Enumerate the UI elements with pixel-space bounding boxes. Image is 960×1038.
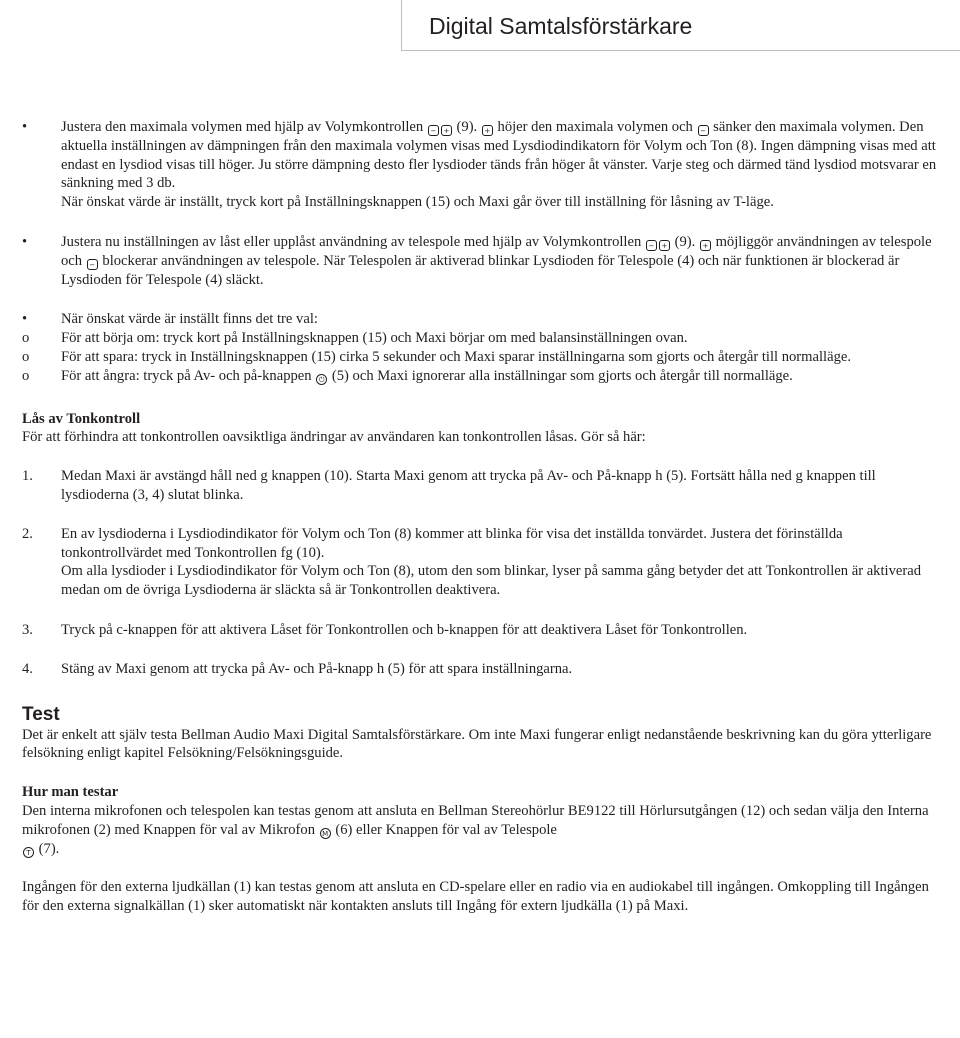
bullet-marker: • <box>22 311 28 328</box>
plus-icon: + <box>441 125 452 136</box>
mic-icon: M <box>320 828 331 839</box>
section-heading-lock: Lås av Tonkontroll <box>22 410 141 427</box>
bullet-telecoil-lock <box>22 233 942 289</box>
bullet-three-choices <box>22 310 942 329</box>
plus-icon: + <box>482 125 493 136</box>
option-item: o För att börja om: tryck kort på Inställningsknappen (15) och Maxi börjar om med balansinställningen ovan. <box>22 330 688 347</box>
plus-icon: + <box>659 240 670 251</box>
minus-icon: − <box>646 240 657 251</box>
paragraph: Justera nu inställningen av låst eller upplåst användning av telespole med hjälp av Volymkontrollen − + (9). + möjliggör användningen av telespole och − blockerar användningen av telespole. När Telespolen är aktiverad blinkar Lysdioden för Telespole (4) och när funktionen är blockerad är Lysdioden för Telespole (4) släckt. <box>61 233 932 288</box>
plus-icon: + <box>700 240 711 251</box>
document-body <box>22 118 942 916</box>
page-title: Digital Samtalsförstärkare <box>429 13 693 39</box>
step-number: 4. <box>22 660 33 677</box>
bullet-marker: • <box>22 233 28 250</box>
paragraph: När önskat värde är inställt finns det tre val: <box>61 311 318 328</box>
option-marker: o <box>22 348 30 365</box>
step-item: 1. Medan Maxi är avstängd håll ned g knappen (10). Starta Maxi genom att trycka på Av- och På-knapp h (5). Fortsätt hålla ned g knappen till lysdioderna (3, 4) slutat blinka. <box>22 468 876 503</box>
step-number: 1. <box>22 468 33 485</box>
option-marker: o <box>22 330 30 347</box>
paragraph: När önskat värde är inställt, tryck kort på Inställningsknappen (15) och Maxi går över till inställning för låsning av T-läge. <box>61 194 774 211</box>
paragraph: Ingången för den externa ljudkällan (1) kan testas genom att ansluta en CD-spelare eller en radio via en audiokabel till ingången. Omkoppling till Ingången för den externa signalkällan (1) sker automatiskt när kontakten ansluts till Ingång för extern ljudkälla (1) på Maxi. <box>22 879 929 915</box>
bullet-marker: • <box>22 119 28 135</box>
step-number: 3. <box>22 621 33 638</box>
option-marker: o <box>22 367 30 384</box>
step-item: 3. Tryck på c-knappen för att aktivera Låset för Tonkontrollen och b-knappen för att deaktivera Låset för Tonkontrollen. <box>22 621 748 638</box>
minus-icon: − <box>428 125 439 136</box>
option-item: o För att spara: tryck in Inställningsknappen (15) cirka 5 sekunder och Maxi sparar inställningarna som gjorts och återgår till normalläge. <box>22 348 852 365</box>
step-number: 2. <box>22 525 33 542</box>
step-item: 2. En av lysdioderna i Lysdiodindikator för Volym och Ton (8) kommer att blinka för visa det inställda tonvärdet. Justera det förinställda tonkontrollvärdet med Tonkontrollen fg (10). Om alla lysdioder i Lysdiodindikator för Volym och Ton (8), utom den som blinkar, lyser på samma gång betyder det att Tonkontrollen är aktiverad medan om de övriga Lysdioderna är släckta så är Tonkontrollen deaktivera. <box>22 525 921 599</box>
power-icon: ⏻ <box>316 374 327 385</box>
option-item: o För att ångra: tryck på Av- och på-knappen ⏻ (5) och Maxi ignorerar alla inställningar som gjorts och återgår till normalläge. <box>22 367 793 384</box>
section-heading-test: Test <box>22 703 60 725</box>
paragraph: För att förhindra att tonkontrollen oavsiktliga ändringar av användaren kan tonkontrollen låsas. Gör så här: <box>22 429 646 446</box>
minus-icon: − <box>698 125 709 136</box>
bullet-max-volume <box>22 118 942 212</box>
telecoil-icon: T <box>23 847 34 858</box>
subheading-how-to-test: Hur man testar <box>22 784 119 801</box>
minus-icon: − <box>87 259 98 270</box>
paragraph: Det är enkelt att själv testa Bellman Audio Maxi Digital Samtalsförstärkare. Om inte Maxi fungerar enligt nedanstående beskrivning kan du göra ytterligare felsökning enligt kapitel Felsökning/Felsökningsguide. <box>22 726 932 762</box>
paragraph: Den interna mikrofonen och telespolen kan testas genom att ansluta en Bellman Stereohörlur BE9122 till Hörlursutgången (12) och sedan välja den Interna mikrofonen (2) med Knappen för val av Mikrofon M (6) eller Knappen för val av Telespole T (7). <box>22 802 929 857</box>
step-item: 4. Stäng av Maxi genom att trycka på Av- och På-knapp h (5) för att spara inställningarna. <box>22 660 573 677</box>
page-header <box>0 0 960 51</box>
paragraph: Justera den maximala volymen med hjälp av Volymkontrollen − + (9). + höjer den maximala volymen och − sänker den maximala volymen. Den aktuella inställningen av dämpningen från den maximala volymen visas med Lysdiodindikatorn för Volym och Ton (8). Ingen dämpning visas med att endast en lysdiod visas till höger. Ju större dämpning desto fler lysdioder tänds från höger åt vänster. Varje steg och därmed tänd lysdiod motsvarar en sänkning med 3 db. <box>61 119 937 192</box>
